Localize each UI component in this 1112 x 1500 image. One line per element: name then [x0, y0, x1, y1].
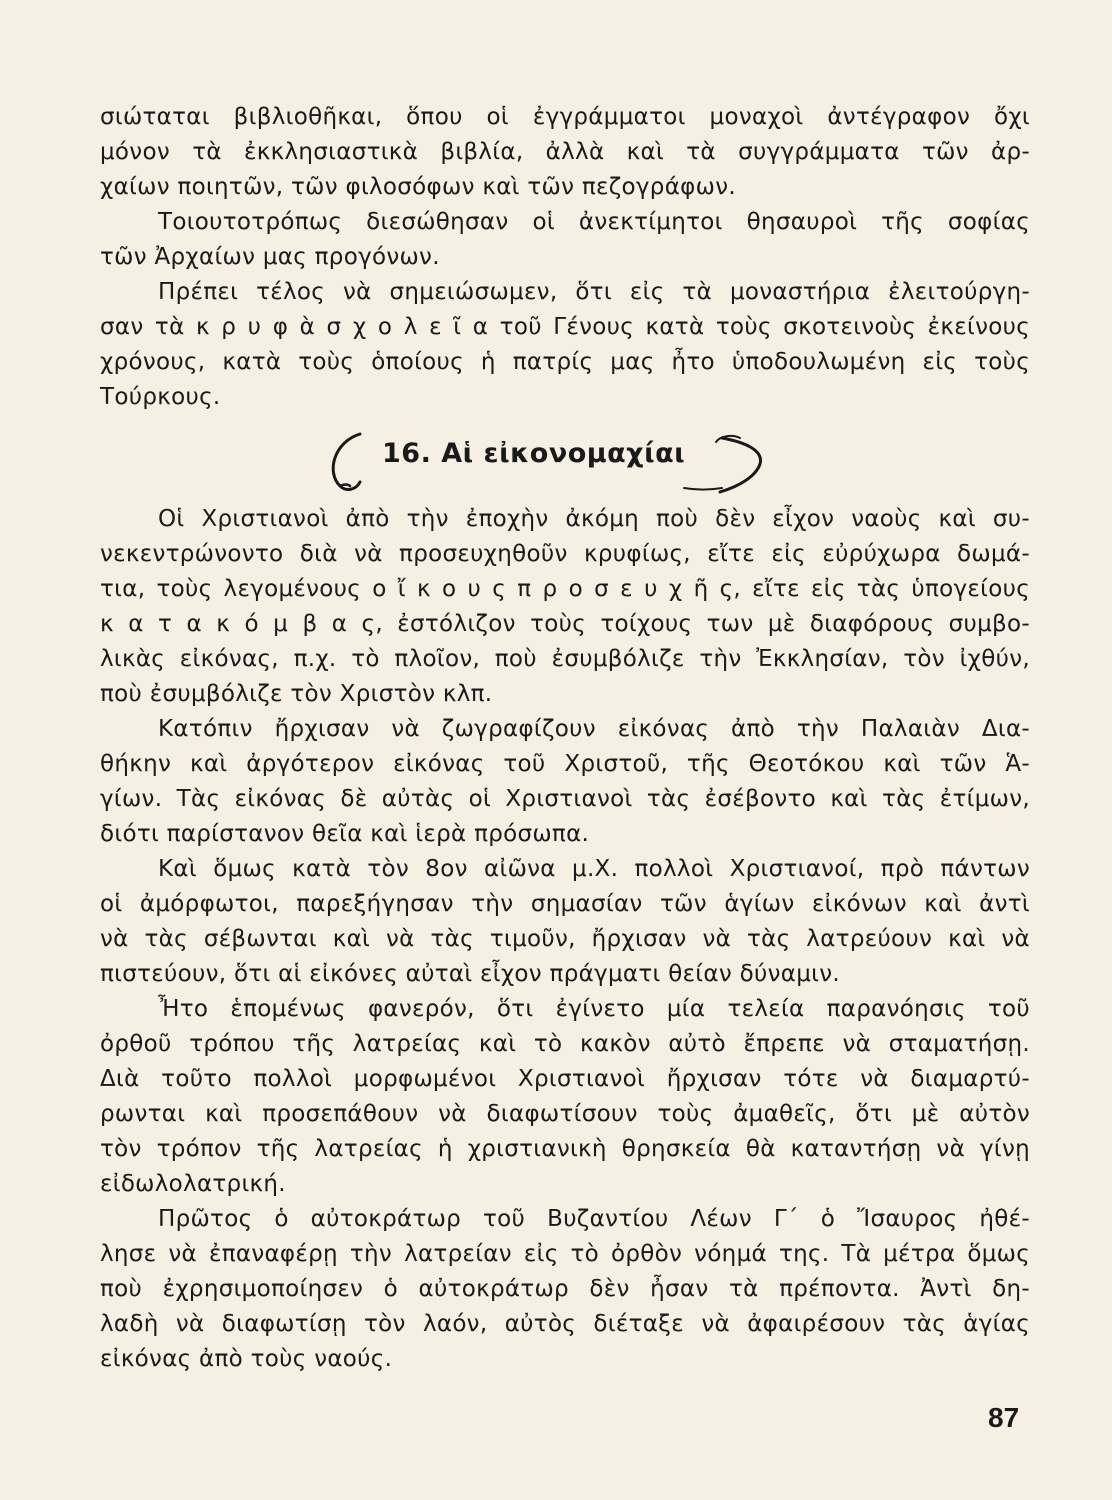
text-line: Ἦτο ἑπομένως φανερόν, ὅτι ἐγίνετο μία τελεία παρανόησις τοῦ — [158, 996, 1030, 1022]
text-block-top — [100, 100, 1030, 415]
text-line: ρωνται καὶ προσεπάθουν νὰ διαφωτίσουν τοὺς ἀμαθεῖς, ὅτι μὲ αὐτὸν — [100, 1101, 1030, 1127]
text-line: τια, τοὺς λεγομένους ο ἴ κ ο υ ς π ρ ο σ ε υ χ ῆ ς, εἴτε εἰς τὰς ὑπογείους — [100, 576, 1030, 602]
section-heading — [320, 428, 780, 496]
text-line: Κατόπιν ἤρχισαν νὰ ζωγραφίζουν εἰκόνας ἀπὸ τὴν Παλαιὰν Δια- — [158, 716, 1030, 742]
text-block-main — [100, 502, 1030, 1377]
text-line: νεκεντρώνοντο διὰ νὰ προσευχηθοῦν κρυφίως, εἴτε εἰς εὐρύχωρα δωμά- — [100, 541, 1030, 567]
page-number: 87 — [988, 1402, 1020, 1433]
text-line: Πρῶτος ὁ αὐτοκράτωρ τοῦ Βυζαντίου Λέων Γ΄ ὁ Ἴσαυρος ἠθέ- — [158, 1206, 1030, 1232]
text-line: χρόνους, κατὰ τοὺς ὁποίους ἡ πατρίς μας ἦτο ὑποδουλωμένη εἰς τοὺς — [100, 349, 1030, 375]
text-line: γίων. Τὰς εἰκόνας δὲ αὐτὰς οἱ Χριστιανοὶ τὰς ἐσέβοντο καὶ τὰς ἐτίμων, — [100, 786, 1030, 812]
text-line: λησε νὰ ἐπαναφέρῃ τὴν λατρείαν εἰς τὸ ὀρθὸν νόημά της. Τὰ μέτρα ὅμως — [100, 1241, 1030, 1267]
section-title: 16. Αἱ εἰκονομαχίαι — [382, 438, 686, 469]
text-line: Τούρκους. — [100, 384, 221, 410]
text-line: οἱ ἀμόρφωτοι, παρεξήγησαν τὴν σημασίαν τῶν ἁγίων εἰκόνων καὶ ἀντὶ — [100, 891, 1030, 917]
text-line: σιώταται βιβλιοθῆκαι, ὅπου οἱ ἐγγράμματοι μοναχοὶ ἀντέγραφον ὄχι — [100, 104, 1030, 130]
text-line: λαδὴ νὰ διαφωτίσῃ τὸν λαόν, αὐτὸς διέταξε νὰ ἀφαιρέσουν τὰς ἁγίας — [100, 1311, 1030, 1337]
text-line: Πρέπει τέλος νὰ σημειώσωμεν, ὅτι εἰς τὰ μοναστήρια ἐλειτούργη- — [158, 279, 1030, 305]
text-line: εἰδωλολατρική. — [100, 1171, 286, 1197]
text-line: κ α τ α κ ό μ β α ς, ἐστόλιζον τοὺς τοίχους των μὲ διαφόρους συμβο- — [100, 611, 1030, 637]
text-line: τὸν τρόπον τῆς λατρείας ἡ χριστιανικὴ θρησκεία θὰ καταντήσῃ νὰ γίνῃ — [100, 1136, 1030, 1162]
text-line: Οἱ Χριστιανοὶ ἀπὸ τὴν ἐποχὴν ἀκόμη ποὺ δὲν εἶχον ναοὺς καὶ συ- — [158, 506, 1030, 532]
text-line: λικὰς εἰκόνας, π.χ. τὸ πλοῖον, ποὺ ἐσυμβόλιζε τὴν Ἐκκλησίαν, τὸν ἰχθύν, — [100, 646, 1030, 672]
text-line: πιστεύουν, ὅτι αἱ εἰκόνες αὐταὶ εἶχον πράγματι θείαν δύναμιν. — [100, 961, 840, 987]
text-line: Καὶ ὅμως κατὰ τὸν 8ον αἰῶνα μ.Χ. πολλοὶ Χριστιανοί, πρὸ πάντων — [158, 856, 1030, 882]
text-line: μόνον τὰ ἐκκλησιαστικὰ βιβλία, ἀλλὰ καὶ τὰ συγγράμματα τῶν ἀρ- — [100, 139, 1030, 165]
text-line: Τοιουτοτρόπως διεσώθησαν οἱ ἀνεκτίμητοι θησαυροὶ τῆς σοφίας — [158, 209, 1030, 235]
text-line: θήκην καὶ ἀργότερον εἰκόνας τοῦ Χριστοῦ, τῆς Θεοτόκου καὶ τῶν Ἁ- — [100, 751, 1030, 777]
text-line: ὀρθοῦ τρόπου τῆς λατρείας καὶ τὸ κακὸν αὐτὸ ἔπρεπε νὰ σταματήσῃ. — [100, 1031, 1030, 1057]
text-line: νὰ τὰς σέβωνται καὶ νὰ τὰς τιμοῦν, ἤρχισαν νὰ τὰς λατρεύουν καὶ νὰ — [100, 926, 1030, 952]
text-line: ποὺ ἐχρησιμοποίησεν ὁ αὐτοκράτωρ δὲν ἦσαν τὰ πρέποντα. Ἀντὶ δη- — [100, 1276, 1030, 1302]
text-line: χαίων ποιητῶν, τῶν φιλοσόφων καὶ τῶν πεζογράφων. — [100, 174, 736, 200]
text-line: Διὰ τοῦτο πολλοὶ μορφωμένοι Χριστιανοὶ ἤρχισαν τότε νὰ διαμαρτύ- — [100, 1066, 1030, 1092]
text-line: ποὺ ἐσυμβόλιζε τὸν Χριστὸν κλπ. — [100, 681, 493, 707]
text-line: σαν τὰ κ ρ υ φ ὰ σ χ ο λ ε ῖ α τοῦ Γένους κατὰ τοὺς σκοτεινοὺς ἐκείνους — [100, 314, 1030, 340]
text-line: εἰκόνας ἀπὸ τοὺς ναούς. — [100, 1346, 393, 1372]
text-line: τῶν Ἀρχαίων μας προγόνων. — [100, 244, 440, 270]
text-line: διότι παρίστανον θεῖα καὶ ἱερὰ πρόσωπα. — [100, 821, 590, 847]
